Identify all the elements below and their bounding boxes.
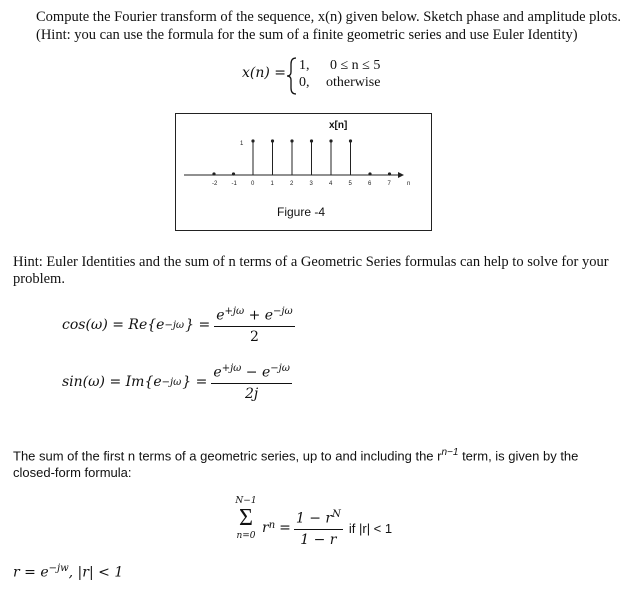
geometric-text-1b: term, is given by the [458,448,579,464]
definition-case2-value: 0, [299,75,310,90]
figure-plot-title: x[n] [329,120,348,131]
x-tick-label: n [407,181,411,187]
stem-dot [290,139,293,142]
figure-caption: Figure -4 [277,205,326,219]
definition-lhs: x(n) = [242,65,287,81]
stem-dot [310,139,313,142]
x-tick-label: 6 [368,181,372,187]
figure-frame [175,113,432,231]
stem-value-label: 1 [240,141,244,147]
sum-symbol-icon: Σ [239,505,253,531]
stem-dot [349,139,352,142]
cos-num-plus: + e [244,307,274,324]
sum-term-exponent: n [268,519,276,531]
x-tick-label: 0 [251,181,255,187]
left-brace-icon [286,56,298,96]
sin-num-minus: − e [241,364,271,381]
cos-lhs-exponent: −jω [164,319,185,331]
sum-frac-denominator: 1 − r [300,531,337,548]
sin-denominator: 2j [245,385,259,402]
sin-num-exp2: −jω [270,363,290,374]
x-tick-label: 1 [270,181,274,187]
sin-close: } = [182,374,208,391]
definition-case1-value: 1, [299,58,310,73]
problem-line-2: (Hint: you can use the formula for the sum of a finite geometric series and use Euler Identity) [36,27,578,43]
x-tick-label: -1 [231,181,237,187]
definition-case1-condition: 0 ≤ n ≤ 5 [330,58,381,73]
cos-num-exp1: +jω [224,306,245,317]
sin-fraction [211,363,292,402]
sum-equals: = [279,520,291,537]
hint-line-2: problem. [13,271,65,287]
sum-term: r [262,520,269,537]
x-tick-label: 5 [348,181,352,187]
cos-num-exp2: −jω [273,306,293,317]
substitution-lhs: r = e [13,564,49,581]
sin-num-e1: e [213,364,222,381]
sum-lower-limit: n=0 [236,531,256,541]
sum-fraction [294,509,343,548]
definition-case2-condition: otherwise [326,75,381,90]
x-tick-label: 2 [290,181,294,187]
euler-cos-equation [62,306,295,345]
x-tick-label: 7 [387,181,391,187]
x-tick-label: -2 [212,181,218,187]
euler-sin-equation [62,363,292,402]
geometric-text-1a: The sum of the first n terms of a geometric series, up to and including the r [13,448,442,464]
summation-rhs [262,509,392,548]
sum-frac-numerator: 1 − r [295,510,333,527]
substitution-condition: , |r| < 1 [68,564,124,581]
problem-line-1: Compute the Fourier transform of the sequence, x(n) given below. Sketch phase and amplitude plots. [36,9,621,25]
cos-num-e1: e [216,307,225,324]
arrow-right-icon [398,172,404,178]
substitution-equation [13,563,123,581]
cos-lhs: cos(ω) = Re{e [62,317,165,334]
cos-denominator: 2 [249,328,259,345]
sin-num-exp1: +jω [221,363,242,374]
stem-dot [251,139,254,142]
geometric-text-line-1 [13,445,578,464]
cos-close: } = [185,317,211,334]
sin-lhs-exponent: −jω [161,376,182,388]
hint-line-1: Hint: Euler Identities and the sum of n terms of a Geometric Series formulas can help to solve for your [13,254,609,270]
geometric-text-exponent: n−1 [441,447,459,458]
sum-frac-num-exponent: N [332,509,341,520]
sum-upper-limit: N−1 [235,496,257,506]
tick-labels [212,181,410,187]
cos-fraction [214,306,295,345]
x-tick-label: 4 [329,181,333,187]
geometric-text-line-2: closed-form formula: [13,465,132,480]
stem-dot [329,139,332,142]
stem-dot [271,139,274,142]
x-tick-label: 3 [309,181,313,187]
sum-condition: if |r| < 1 [348,520,393,536]
substitution-exponent: −jw [48,563,69,574]
summation-block [229,496,263,542]
sin-lhs: sin(ω) = Im{e [62,374,162,391]
